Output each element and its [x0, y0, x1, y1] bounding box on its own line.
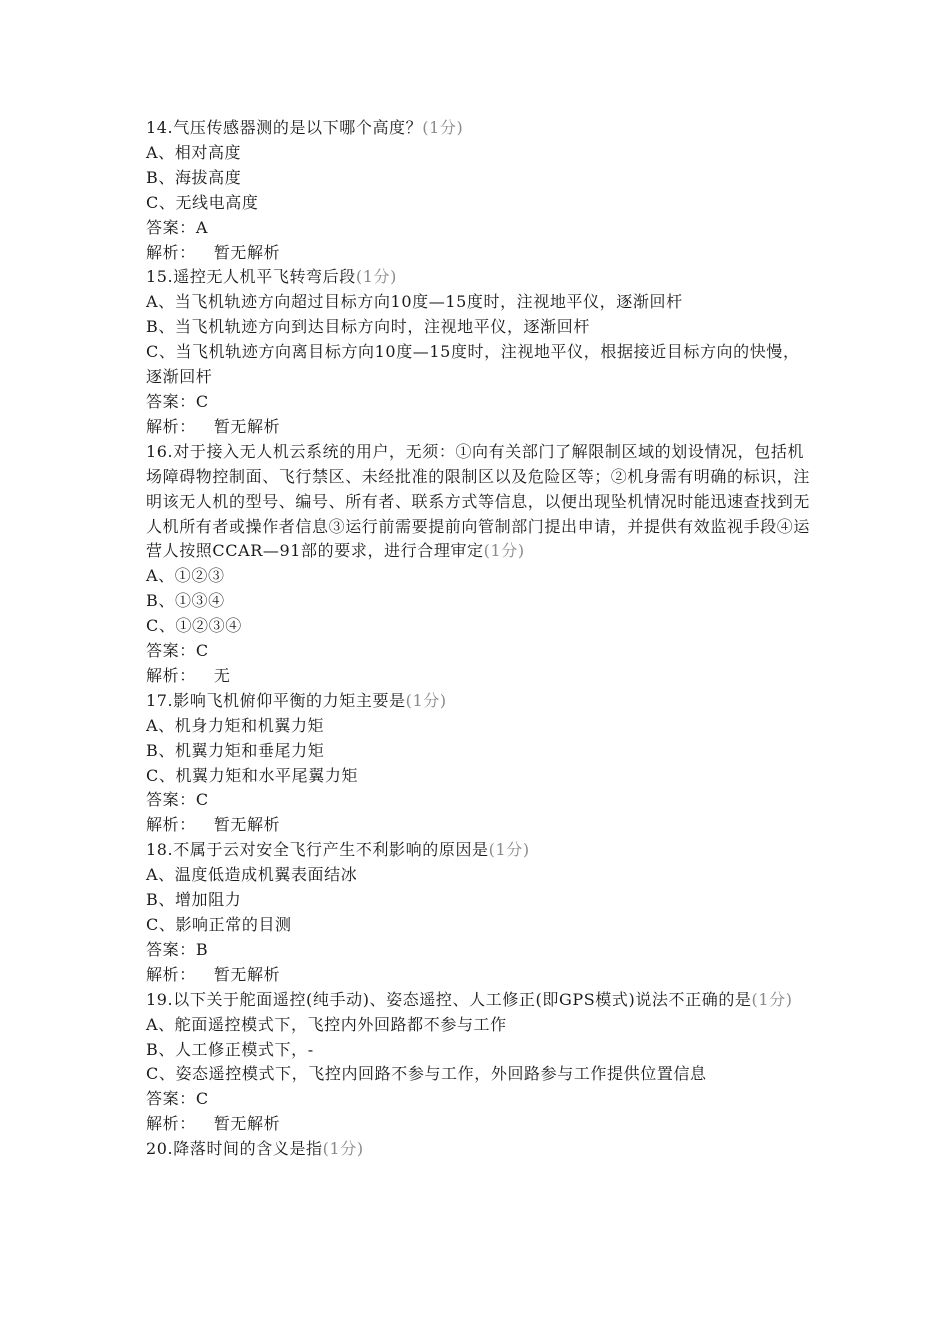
analysis-line: 解析： 暂无解析	[146, 964, 281, 984]
question-block	[146, 116, 816, 265]
option-b: B、人工修正模式下，-	[146, 1039, 314, 1059]
option-b: B、机翼力矩和垂尾力矩	[146, 740, 325, 760]
analysis-line: 解析： 暂无解析	[146, 416, 281, 436]
answer-line: 答案：C	[146, 391, 209, 411]
answer-line: 答案：C	[146, 790, 209, 810]
score-label: (1分)	[483, 541, 525, 561]
analysis-line: 解析： 暂无解析	[146, 1114, 281, 1134]
document-page	[146, 116, 816, 1162]
question-block	[146, 1137, 816, 1162]
score-label: (1分)	[422, 118, 464, 137]
option-b: B、当飞机轨迹方向到达目标方向时，注视地平仪，逐渐回杆	[146, 317, 590, 337]
option-c: C、无线电高度	[146, 192, 259, 212]
option-b: B、海拔高度	[146, 167, 242, 187]
answer-line: 答案：C	[146, 641, 209, 661]
question-block	[146, 838, 816, 987]
question-stem: 14.气压传感器测的是以下哪个高度？(1分)	[146, 118, 464, 137]
question-stem: 20.降落时间的含义是指(1分)	[146, 1139, 364, 1159]
question-stem: 19.以下关于舵面遥控(纯手动)、姿态遥控、人工修正(即GPS模式)说法不正确的是(1分)	[146, 989, 793, 1009]
analysis-line: 解析： 暂无解析	[146, 242, 281, 262]
question-stem: 16.对于接入无人机云系统的用户，无须：①向有关部门了解限制区域的划设情况，包括机场障碍物控制面、飞行禁区、未经批准的限制区以及危险区等；②机身需有明确的标识，注明该无人机的型号、编号、所有者、联系方式等信息，以便出现坠机情况时能迅速查找到无人机所有者或操作者信息③运行前需要提前向管制部门提出申请，并提供有效监视手段④运营人按照CCAR—91部的要求，进行合理审定(1分)	[146, 441, 811, 561]
score-label: (1分)	[355, 267, 397, 287]
score-label: (1分)	[751, 989, 793, 1009]
score-label: (1分)	[488, 840, 530, 860]
option-a: A、当飞机轨迹方向超过目标方向10度—15度时，注视地平仪，逐渐回杆	[146, 292, 683, 312]
score-label: (1分)	[405, 690, 447, 710]
option-b: B、①③④	[146, 591, 225, 611]
score-label: (1分)	[322, 1139, 364, 1159]
option-b: B、增加阻力	[146, 890, 242, 910]
analysis-line: 解析： 暂无解析	[146, 815, 281, 835]
question-block	[146, 440, 816, 689]
question-block	[146, 689, 816, 838]
question-stem: 17.影响飞机俯仰平衡的力矩主要是(1分)	[146, 690, 447, 710]
answer-line: 答案：C	[146, 1089, 209, 1109]
option-a: A、①②③	[146, 566, 225, 586]
question-block	[146, 265, 816, 439]
option-a: A、舵面遥控模式下，飞控内外回路都不参与工作	[146, 1014, 507, 1034]
analysis-line: 解析： 无	[146, 665, 231, 685]
option-c: C、姿态遥控模式下，飞控内回路不参与工作，外回路参与工作提供位置信息	[146, 1064, 707, 1084]
option-c: C、当飞机轨迹方向离目标方向10度—15度时，注视地平仪，根据接近目标方向的快慢，逐渐回杆	[146, 342, 800, 387]
option-a: A、温度低造成机翼表面结冰	[146, 865, 358, 885]
question-block	[146, 988, 816, 1137]
option-a: A、机身力矩和机翼力矩	[146, 715, 325, 735]
option-c: C、①②③④	[146, 616, 242, 636]
question-stem: 18.不属于云对安全飞行产生不利影响的原因是(1分)	[146, 840, 530, 860]
answer-line: 答案：A	[146, 217, 208, 237]
option-c: C、机翼力矩和水平尾翼力矩	[146, 765, 359, 785]
question-stem: 15.遥控无人机平飞转弯后段(1分)	[146, 267, 397, 287]
option-a: A、相对高度	[146, 142, 242, 162]
answer-line: 答案：B	[146, 939, 209, 959]
option-c: C、影响正常的目测	[146, 915, 292, 934]
